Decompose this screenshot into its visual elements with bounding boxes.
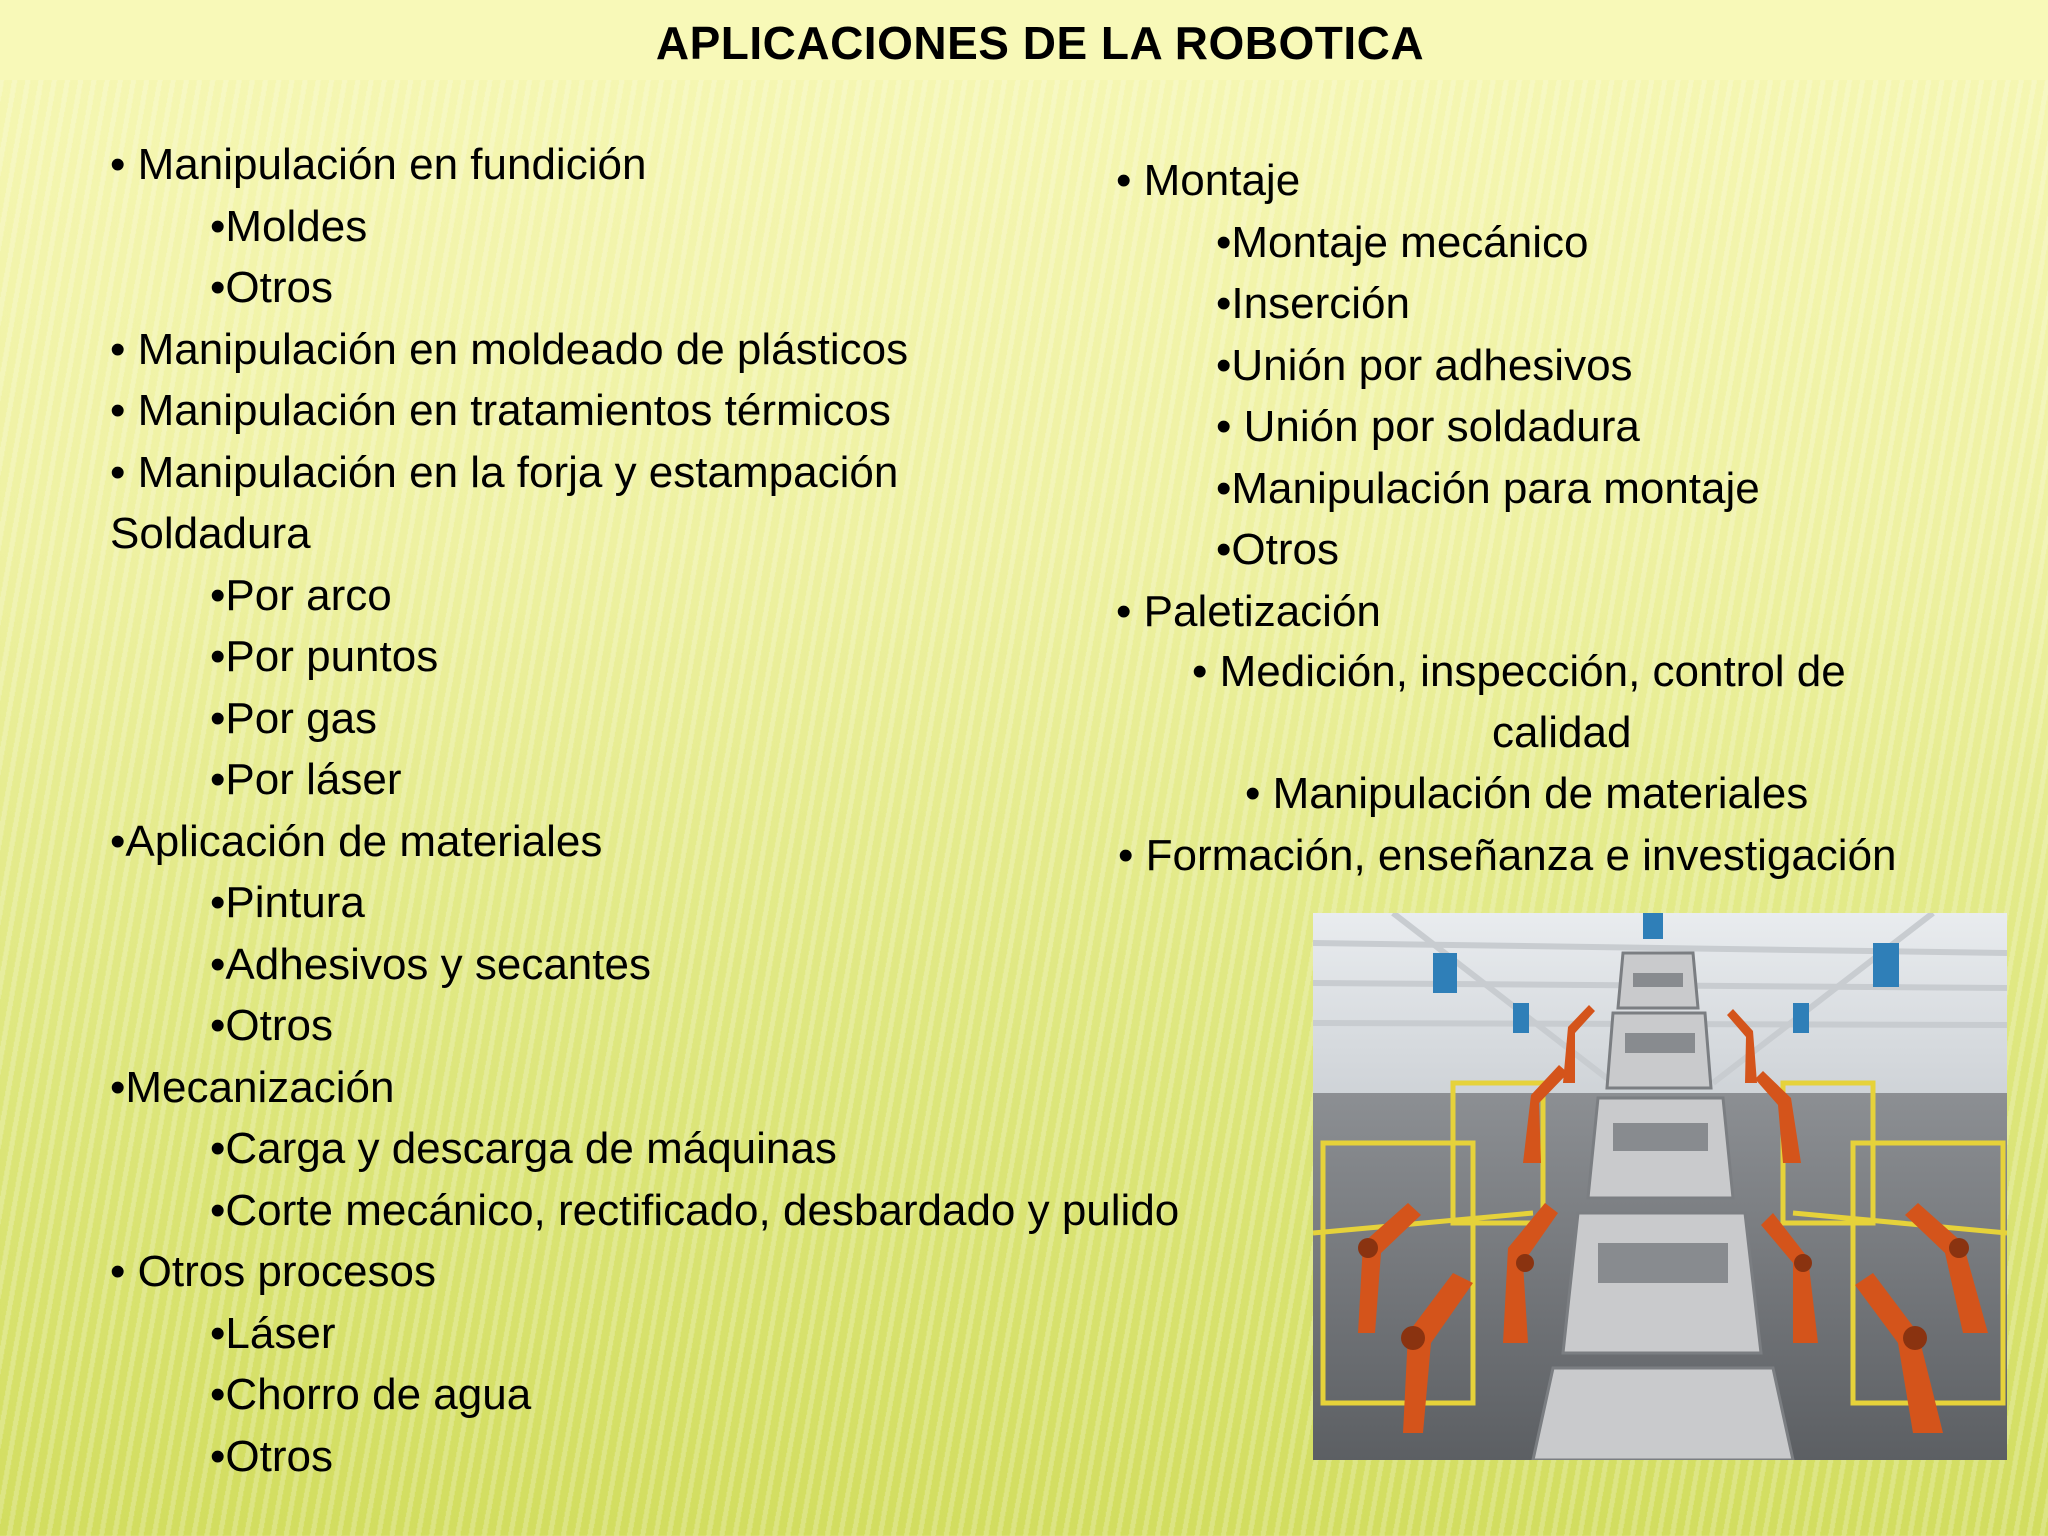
list-item: • Manipulación en la forja y estampación — [110, 447, 899, 497]
list-item-manipulacion-materiales: • Manipulación de materiales — [1245, 769, 1809, 818]
list-item: •Otros — [210, 1001, 333, 1050]
list-item: • Paletización — [1116, 586, 1381, 636]
list-item: •Mecanización — [110, 1062, 395, 1112]
list-item: • Manipulación en tratamientos térmicos — [110, 386, 891, 435]
list-item: •Otros — [1216, 525, 1339, 574]
list-item: •Unión por adhesivos — [1216, 340, 1633, 390]
list-item: • Otros procesos — [110, 1247, 436, 1296]
list-item: •Manipulación para montaje — [1216, 463, 1760, 513]
list-item: •Otros — [210, 1431, 333, 1481]
list-item: •Inserción — [1216, 279, 1410, 328]
list-item: •Por gas — [210, 693, 378, 743]
list-item-calidad: calidad — [1492, 708, 1632, 757]
list-item: •Aplicación de materiales — [110, 816, 603, 866]
slide-title: APLICACIONES DE LA ROBOTICA — [655, 17, 1425, 69]
list-item: •Otros — [210, 263, 333, 312]
list-item: •Chorro de agua — [210, 1370, 532, 1419]
list-item: •Láser — [210, 1308, 336, 1358]
list-item: •Moldes — [210, 201, 368, 251]
list-item-formacion: • Formación, enseñanza e investigación — [1118, 831, 1897, 880]
list-item: •Por puntos — [210, 632, 439, 681]
list-item: • Montaje — [1116, 156, 1301, 205]
right-column-list — [1116, 150, 1760, 642]
list-item: •Corte mecánico, rectificado, desbardado y pulido — [210, 1185, 1180, 1235]
list-item: •Adhesivos y secantes — [210, 939, 651, 989]
list-item: •Carga y descarga de máquinas — [210, 1124, 837, 1173]
list-item: •Por arco — [210, 570, 392, 620]
left-column-list — [110, 134, 1179, 1487]
list-item: •Montaje mecánico — [1216, 217, 1589, 267]
list-item: • Unión por soldadura — [1216, 402, 1640, 451]
list-item-medicion: • Medición, inspección, control de — [1192, 647, 1846, 696]
list-item: • Manipulación en fundición — [110, 140, 647, 189]
list-item: • Manipulación en moldeado de plásticos — [110, 324, 909, 374]
robotic-assembly-line-photo — [1313, 913, 2007, 1460]
list-item: Soldadura — [110, 509, 311, 558]
list-item: •Por láser — [210, 755, 402, 804]
list-item: •Pintura — [210, 878, 365, 927]
